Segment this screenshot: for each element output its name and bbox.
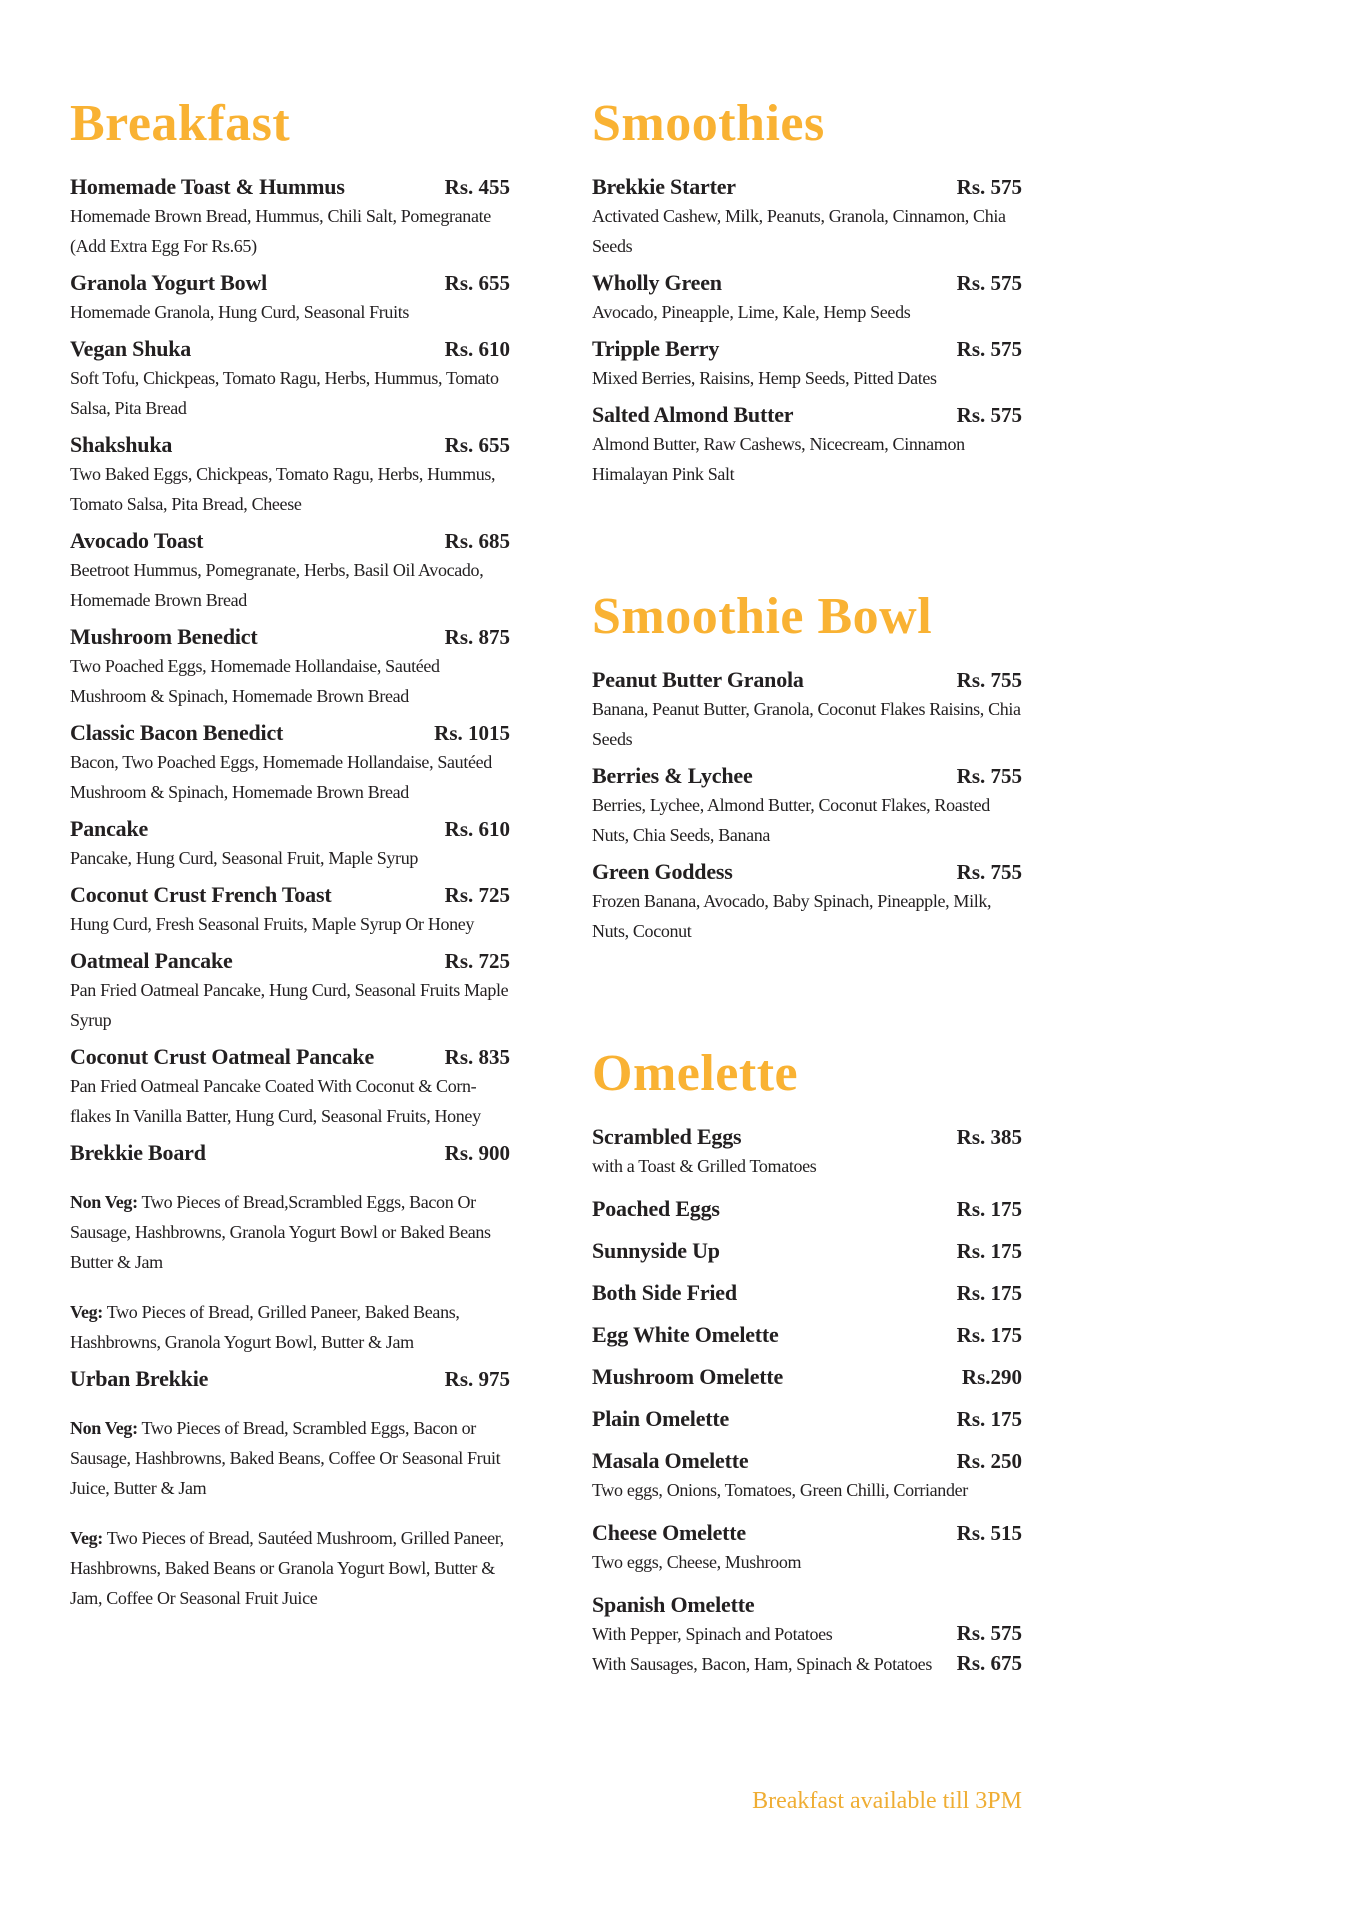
menu-item (70, 1043, 510, 1131)
item-description: Hung Curd, Fresh Seasonal Fruits, Maple Syrup Or Honey (70, 914, 475, 934)
item-description: Homemade Brown Bread, Hummus, Chili Salt, Pomegranate (Add Extra Egg For Rs.65) (70, 206, 491, 256)
menu-item (592, 1591, 1022, 1679)
item-name: Coconut Crust Oatmeal Pancake (70, 1044, 375, 1069)
item-variant-paragraph (70, 1187, 510, 1277)
item-name: Egg White Omelette (592, 1322, 779, 1347)
menu-item (592, 762, 1022, 850)
menu-item (592, 1195, 1022, 1223)
item-name: Brekkie Starter (592, 174, 736, 199)
item-description: with a Toast & Grilled Tomatoes (592, 1156, 817, 1176)
item-title-row (70, 719, 510, 747)
item-title-row (592, 1321, 1022, 1349)
item-title-row (70, 335, 510, 363)
item-variant-paragraph (70, 1413, 510, 1503)
variant-label: Veg: (70, 1302, 103, 1322)
menu-item (592, 1123, 1022, 1181)
item-title-row (592, 1237, 1022, 1265)
item-title-row (592, 401, 1022, 429)
item-title-row (592, 1279, 1022, 1307)
item-description: Pancake, Hung Curd, Seasonal Fruit, Maple Syrup (70, 848, 418, 868)
section-heading: Omelette (592, 1045, 799, 1102)
menu-item (70, 173, 510, 261)
item-price: Rs. 575 (956, 403, 1022, 427)
item-description: Avocado, Pineapple, Lime, Kale, Hemp Seeds (592, 302, 911, 322)
item-name: Salted Almond Butter (592, 402, 794, 427)
item-name: Mushroom Benedict (70, 624, 258, 649)
menu-item (70, 527, 510, 615)
item-name: Avocado Toast (70, 528, 204, 553)
menu-item (70, 881, 510, 939)
item-title-row (592, 666, 1022, 694)
variant-text: Two Pieces of Bread, Scrambled Eggs, Bacon or Sausage, Hashbrowns, Baked Beans, Coffee Or Seasonal Fruit Juice, Butter & Jam (70, 1418, 501, 1498)
item-price: Rs. 250 (956, 1449, 1022, 1473)
menu-item (592, 1447, 1022, 1505)
item-variant-paragraph (70, 1523, 510, 1613)
item-description: Activated Cashew, Milk, Peanuts, Granola, Cinnamon, Chia Seeds (592, 206, 1006, 256)
variant-text: Two Pieces of Bread,Scrambled Eggs, Bacon Or Sausage, Hashbrowns, Granola Yogurt Bowl or Baked Beans Butter & Jam (70, 1192, 491, 1272)
item-description: Homemade Granola, Hung Curd, Seasonal Fruits (70, 302, 410, 322)
item-description: Two Poached Eggs, Homemade Hollandaise, Sautéed Mushroom & Spinach, Homemade Brown Bread (70, 656, 440, 706)
menu-item (70, 335, 510, 423)
menu-item (592, 858, 1022, 946)
item-price: Rs. 515 (956, 1521, 1022, 1545)
variant-text: Two Pieces of Bread, Sautéed Mushroom, Grilled Paneer, Hashbrowns, Baked Beans or Granola Yogurt Bowl, Butter & Jam, Coffee Or Seasonal Fruit Juice (70, 1528, 504, 1608)
item-name: Vegan Shuka (70, 336, 192, 361)
item-description: Two eggs, Onions, Tomatoes, Green Chilli, Corriander (592, 1480, 968, 1500)
menu-section (592, 95, 1022, 489)
item-option-row (592, 1619, 1022, 1649)
menu-item (592, 401, 1022, 489)
variant-label: Non Veg: (70, 1192, 138, 1212)
item-description: Mixed Berries, Raisins, Hemp Seeds, Pitted Dates (592, 368, 937, 388)
item-title-row (70, 527, 510, 555)
item-name: Brekkie Board (70, 1140, 206, 1165)
item-description: Pan Fried Oatmeal Pancake Coated With Coconut & Corn-flakes In Vanilla Batter, Hung Curd, Seasonal Fruits, Honey (70, 1076, 481, 1126)
item-title-row (592, 762, 1022, 790)
item-title-row (592, 858, 1022, 886)
menu-item (592, 335, 1022, 393)
item-price: Rs. 975 (444, 1367, 510, 1391)
item-title-row (70, 1043, 510, 1071)
item-description: Two Baked Eggs, Chickpeas, Tomato Ragu, Herbs, Hummus, Tomato Salsa, Pita Bread, Cheese (70, 464, 496, 514)
item-name: Mushroom Omelette (592, 1364, 784, 1389)
option-text: With Pepper, Spinach and Potatoes (592, 1624, 833, 1644)
item-price: Rs. 455 (444, 175, 510, 199)
menu-column-right (592, 95, 1022, 1693)
item-price: Rs. 755 (956, 668, 1022, 692)
item-price: Rs. 755 (956, 860, 1022, 884)
item-description: Two eggs, Cheese, Mushroom (592, 1552, 802, 1572)
item-name: Sunnyside Up (592, 1238, 720, 1263)
item-price: Rs. 175 (956, 1197, 1022, 1221)
item-title-row (70, 815, 510, 843)
item-name: Classic Bacon Benedict (70, 720, 284, 745)
item-name: Spanish Omelette (592, 1592, 755, 1617)
item-title-row (592, 1447, 1022, 1475)
item-title-row (592, 1519, 1022, 1547)
item-title-row (592, 173, 1022, 201)
item-description: Bacon, Two Poached Eggs, Homemade Hollandaise, Sautéed Mushroom & Spinach, Homemade Brown Bread (70, 752, 492, 802)
menu-column-left (70, 95, 510, 1621)
item-title-row (592, 335, 1022, 363)
menu-section (592, 588, 1022, 946)
item-price: Rs. 725 (444, 883, 510, 907)
item-option-row (592, 1649, 1022, 1679)
item-name: Pancake (70, 816, 149, 841)
item-name: Masala Omelette (592, 1448, 749, 1473)
item-price: Rs. 875 (444, 625, 510, 649)
footer-note: Breakfast available till 3PM (752, 1788, 1022, 1814)
menu-item (70, 719, 510, 807)
item-title-row (70, 623, 510, 651)
item-description: Frozen Banana, Avocado, Baby Spinach, Pineapple, Milk, Nuts, Coconut (592, 891, 992, 941)
item-title-row (592, 269, 1022, 297)
item-title-row (70, 173, 510, 201)
item-price: Rs. 610 (444, 337, 510, 361)
menu-item (592, 173, 1022, 261)
item-price: Rs. 1015 (434, 721, 510, 745)
variant-label: Non Veg: (70, 1418, 138, 1438)
item-price: Rs. 175 (956, 1281, 1022, 1305)
menu-item (70, 947, 510, 1035)
item-title-row (592, 1405, 1022, 1433)
section-heading: Smoothie Bowl (592, 588, 933, 645)
menu-item (70, 815, 510, 873)
option-price: Rs. 575 (956, 1621, 1022, 1645)
item-name: Tripple Berry (592, 336, 720, 361)
section-heading: Breakfast (70, 95, 291, 152)
item-price: Rs. 610 (444, 817, 510, 841)
item-title-row (70, 269, 510, 297)
item-description: Beetroot Hummus, Pomegranate, Herbs, Basil Oil Avocado, Homemade Brown Bread (70, 560, 484, 610)
option-price: Rs. 675 (956, 1651, 1022, 1675)
item-title-row (70, 947, 510, 975)
item-name: Scrambled Eggs (592, 1124, 742, 1149)
menu-item (70, 1365, 510, 1613)
item-title-row (592, 1123, 1022, 1151)
menu-item (592, 1405, 1022, 1433)
menu-item (592, 1519, 1022, 1577)
item-name: Wholly Green (592, 270, 722, 295)
item-price: Rs. 175 (956, 1407, 1022, 1431)
menu-section (70, 95, 510, 1613)
item-title-row (70, 431, 510, 459)
menu-item (592, 666, 1022, 754)
item-name: Cheese Omelette (592, 1520, 746, 1545)
item-price: Rs. 385 (956, 1125, 1022, 1149)
item-name: Urban Brekkie (70, 1366, 209, 1391)
item-price: Rs. 175 (956, 1323, 1022, 1347)
item-price: Rs. 575 (956, 337, 1022, 361)
item-price: Rs. 575 (956, 271, 1022, 295)
item-price: Rs. 685 (444, 529, 510, 553)
item-name: Oatmeal Pancake (70, 948, 233, 973)
item-variant-paragraph (70, 1297, 510, 1357)
item-price: Rs. 835 (444, 1045, 510, 1069)
variant-text: Two Pieces of Bread, Grilled Paneer, Baked Beans, Hashbrowns, Granola Yogurt Bowl, Butter & Jam (70, 1302, 460, 1352)
menu-item (70, 431, 510, 519)
item-description: Banana, Peanut Butter, Granola, Coconut Flakes Raisins, Chia Seeds (592, 699, 1021, 749)
menu-item (70, 623, 510, 711)
item-name: Coconut Crust French Toast (70, 882, 332, 907)
item-price: Rs. 725 (444, 949, 510, 973)
item-price: Rs. 900 (444, 1141, 510, 1165)
option-text: With Sausages, Bacon, Ham, Spinach & Potatoes (592, 1654, 932, 1674)
item-name: Green Goddess (592, 859, 733, 884)
menu-item (592, 1321, 1022, 1349)
item-name: Granola Yogurt Bowl (70, 270, 268, 295)
item-name: Peanut Butter Granola (592, 667, 804, 692)
item-name: Berries & Lychee (592, 763, 753, 788)
item-name: Shakshuka (70, 432, 173, 457)
item-description: Berries, Lychee, Almond Butter, Coconut Flakes, Roasted Nuts, Chia Seeds, Banana (592, 795, 990, 845)
item-price: Rs. 655 (444, 433, 510, 457)
item-description: Pan Fried Oatmeal Pancake, Hung Curd, Seasonal Fruits Maple Syrup (70, 980, 509, 1030)
item-name: Both Side Fried (592, 1280, 737, 1305)
menu-item (70, 269, 510, 327)
item-title-row (70, 1139, 510, 1167)
item-title-row (70, 1365, 510, 1393)
menu-section (592, 1045, 1022, 1679)
variant-label: Veg: (70, 1528, 103, 1548)
item-price: Rs. 655 (444, 271, 510, 295)
menu-item (70, 1139, 510, 1357)
item-description: Almond Butter, Raw Cashews, Nicecream, Cinnamon Himalayan Pink Salt (592, 434, 965, 484)
item-price: Rs. 755 (956, 764, 1022, 788)
item-title-row (592, 1195, 1022, 1223)
item-name: Plain Omelette (592, 1406, 730, 1431)
item-name: Homemade Toast & Hummus (70, 174, 345, 199)
item-title-row (592, 1363, 1022, 1391)
section-heading: Smoothies (592, 95, 825, 152)
menu-item (592, 1279, 1022, 1307)
item-price: Rs.290 (961, 1365, 1022, 1389)
item-name: Poached Eggs (592, 1196, 720, 1221)
menu-item (592, 1237, 1022, 1265)
menu-item (592, 1363, 1022, 1391)
item-price: Rs. 175 (956, 1239, 1022, 1263)
item-price: Rs. 575 (956, 175, 1022, 199)
item-title-row (70, 881, 510, 909)
menu-item (592, 269, 1022, 327)
item-title-row (592, 1591, 1022, 1619)
item-description: Soft Tofu, Chickpeas, Tomato Ragu, Herbs, Hummus, Tomato Salsa, Pita Bread (70, 368, 499, 418)
